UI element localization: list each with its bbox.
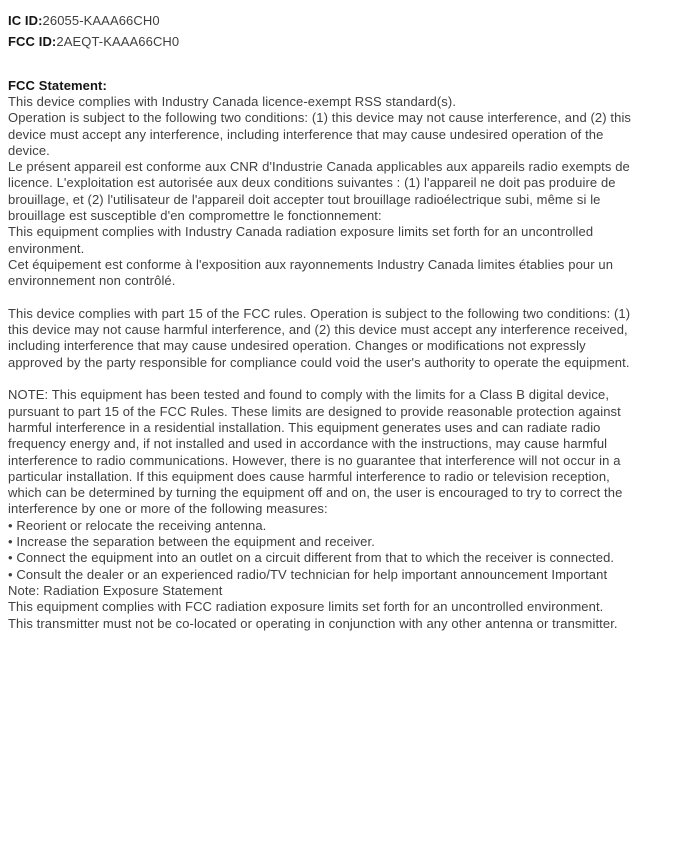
text-line: particular installation. If this equipment does cause harmful interference to radio or television reception, xyxy=(8,468,610,484)
text-line: Le présent appareil est conforme aux CNR d'Industrie Canada applicables aux appareils radio exempts de xyxy=(8,159,630,175)
blank-line xyxy=(8,371,676,387)
text-line: frequency energy and, if not installed and used in accordance with the instructions, may cause harmful xyxy=(8,436,608,452)
device-id-block xyxy=(8,10,676,52)
fcc-id-label: FCC ID: xyxy=(8,34,57,49)
bullet-line: • Connect the equipment into an outlet on a circuit different from that to which the receiver is connected. xyxy=(8,550,615,566)
text-line: environment. xyxy=(8,240,85,256)
text-line: This transmitter must not be co-located or operating in conjunction with any other antenna or transmitter. xyxy=(8,615,618,631)
text-line: Note: Radiation Exposure Statement xyxy=(8,582,223,598)
text-line: NOTE: This equipment has been tested and found to comply with the limits for a Class B digital device, xyxy=(8,387,610,403)
text-line: pursuant to part 15 of the FCC Rules. These limits are designed to provide reasonable protection against xyxy=(8,403,621,419)
text-line: brouillage, et (2) l'utilisateur de l'appareil doit accepter tout brouillage radioélectrique subi, même si le xyxy=(8,191,601,207)
text-line: brouillage est susceptible d'en compromettre le fonctionnement: xyxy=(8,208,382,224)
text-line: This device complies with Industry Canada licence-exempt RSS standard(s). xyxy=(8,94,457,109)
text-line: This equipment complies with FCC radiation exposure limits set forth for an uncontrolled environment. xyxy=(8,599,604,615)
text-line: interference by one or more of the following measures: xyxy=(8,501,328,517)
fcc-id-line xyxy=(8,31,676,52)
text-line: Cet équipement est conforme à l'exposition aux rayonnements Industry Canada limites établies pour un xyxy=(8,256,614,272)
text-line: licence. L'exploitation est autorisée aux deux conditions suivantes : (1) l'appareil ne doit pas produire de xyxy=(8,175,616,191)
bullet-line: • Consult the dealer or an experienced radio/TV technician for help important announcement Important xyxy=(8,566,608,582)
text-line: This equipment complies with Industry Canada radiation exposure limits set forth for an uncontrolled xyxy=(8,224,594,240)
text-line: Operation is subject to the following two conditions: (1) this device may not cause interference, and (2) this xyxy=(8,110,632,126)
text-line: this device may not cause harmful interference, and (2) this device must accept any interference received, xyxy=(8,322,628,338)
bullet-line: • Increase the separation between the equipment and receiver. xyxy=(8,534,375,550)
text-line: which can be determined by turning the equipment off and on, the user is encouraged to try to correct the xyxy=(8,485,623,501)
bullet-line: • Reorient or relocate the receiving antenna. xyxy=(8,517,267,533)
text-line: approved by the party responsible for compliance could void the user's authority to operate the equipment. xyxy=(8,354,630,370)
text-line: device. xyxy=(8,142,50,158)
text-line: including interference that may cause undesired operation. Changes or modifications not expressly xyxy=(8,338,586,354)
text-line: interference to radio communications. However, there is no guarantee that interference will not occur in a xyxy=(8,452,621,468)
text-line: device must accept any interference, including interference that may cause undesired operation of the xyxy=(8,126,604,142)
ic-id-label: IC ID: xyxy=(8,13,43,28)
fcc-id-value: 2AEQT-KAAA66CH0 xyxy=(56,34,180,49)
text-line: This device complies with part 15 of the FCC rules. Operation is subject to the following two conditions: (1) xyxy=(8,305,631,321)
text-line: harmful interference in a residential installation. This equipment generates uses and can radiate radio xyxy=(8,419,601,435)
statement-lines xyxy=(8,94,676,632)
text-line: environnement non contrôlé. xyxy=(8,273,176,289)
fcc-statement-heading: FCC Statement: xyxy=(8,78,107,93)
ic-id-line xyxy=(8,10,676,31)
blank-line xyxy=(8,290,676,306)
ic-id-value: 26055-KAAA66CH0 xyxy=(42,13,160,28)
